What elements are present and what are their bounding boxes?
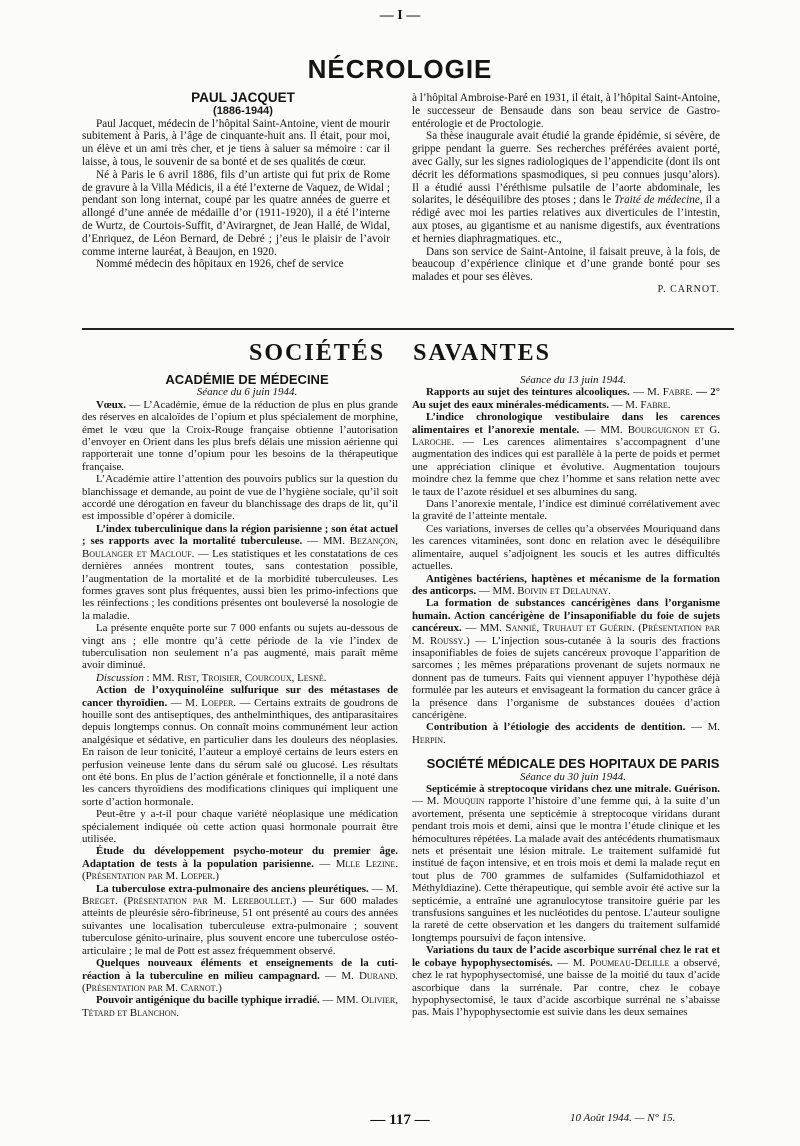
obituary-paragraph: Né à Paris le 6 avril 1886, fils d’un artiste qui fut prix de Rome de gravure à la Villa Médicis, il a été l’externe de Vaquez, de Widal ; pendant son long internat, coupé par les quatre années de guerre et allongé d’une année de médaille d’or (1911-1920), il a été l’interne de Wurtz, de Courtois-Suffit, d’Avirargnet, de Jean Hallé, de Widal, d’Enriquez, de Léon Bernard, de Debré ; j’eus le plaisir de l’avoir comme interne lauréat, à Beaujon, en 1920. <box>82 168 390 258</box>
report-title: — 2° Au sujet des eaux minérales-médicaments. <box>412 386 720 411</box>
report-title: Septicémie à streptocoque viridans chez une mitrale. Guérison. <box>426 783 720 795</box>
page-marker: — I — <box>379 8 421 23</box>
report-authors: — M. Loeper. <box>167 696 237 709</box>
report-text: a observé, chez le rat hypophysectomisé, une baisse de la moitié du taux d’acide ascorbique dans la surrénale. Par contre, chez le cobaye hypophysectomisé, le taux d’acide ascorbique surrénal ne s’abaisse pas. Mais l’hypophysectomie est suivie dans les deux semaines <box>412 956 720 1019</box>
necrologie-left-column <box>82 92 390 271</box>
necrologie-right-column <box>412 92 720 297</box>
report-text: — Sur 600 malades atteints de pleurésie séro-fibrineuse, 51 ont présenté au cours des années suivantes une localisation tuberculeuse extra-pulmonaire ; souvent tuberculose génito-urinaire, plus souvent encore une tuberculose ostéo-articulaire ; le mal de Pott est assez fréquemment observé. <box>82 895 398 957</box>
report-title: L’indice chronologique vestibulaire dans les carences alimentaires et l’anorexie mentale. <box>412 411 720 436</box>
report-text: — L’Académie, émue de la réduction de plus en plus grande des réserves en alcaloïdes de l’opium et plus spécialement de morphine, émet le vœu que la Croix-Rouge française obtienne l’autorisation d’envoyer en Orient dans les plus brefs délais une mission aérienne qui rapporterait une tonne d’opium pour les besoins de la thérapeutique française. <box>82 398 398 473</box>
report-authors: — M. Herpin. <box>412 721 720 746</box>
report-paragraph <box>82 994 398 1019</box>
academie-column <box>82 374 398 1019</box>
report-title: Variations du taux de l’acide ascorbique surrénal chez le rat et le cobaye hypophysectomisés. <box>412 944 720 969</box>
obituary-paragraph: Dans son service de Saint-Antoine, il faisait preuve, à la fois, de beaucoup d’expérience clinique et d’une grande bonté pour ses malades et pour ses élèves. <box>412 245 720 284</box>
report-title: Action de l’oxyquinoléine sulfurique sur des métastases de cancer thyroïdien. <box>82 684 398 709</box>
necrologie-title: NÉCROLOGIE <box>307 54 493 84</box>
report-paragraph <box>82 684 398 808</box>
report-text: — L’injection sous-cutanée à la souris des fractions insaponifiables de foies de sujets cancéreux provoque l’apparition de sarcomes ; les mêmes préparations provenant de sujets normaux ne donnent pas de tumeurs. Faits qui viennent appuyer l’hypothèse déjà formulée par les auteurs et envisageant la formation du cancer grâce à la présence dans l’organisme de substances douées d’action cancérigène. <box>412 634 720 721</box>
seance-date: Séance du 30 juin 1944. <box>519 770 626 783</box>
report-text: — Les carences alimentaires s’accompagnent d’une augmentation des indices qui est parallèle à la perte de poids et permet une appréciation clinique et évolutive. Augmentation toujours moindre chez la femme que chez l’homme et sans relation nette avec le taux de l’azote résiduel et ses albumines du sang. <box>412 436 720 498</box>
report-title: Étude du développement psycho-moteur du premier âge. Adaptation de tests à la population parisienne. <box>82 845 398 870</box>
discussion-label: Discussion <box>96 671 144 684</box>
obituary-text: Sa thèse inaugurale avait étudié la grande épidémie, si sévère, de grippe pendant la guerre. Ses recherches préférées avaient porté, avec Gally, sur les signes radiologiques de l’appendicite (dont ils ont décrit les déformations spasmodiques, si peu connues jusqu’alors). Il a étudié aussi l’éréthisme pulsatile de l’aorte abdominale, les solarites, le déséquilibre des ptoses ; dans le <box>412 130 720 207</box>
report-paragraph <box>82 957 398 994</box>
section-divider <box>82 328 734 330</box>
report-authors: — MM. Boivin et Delaunay. <box>476 584 611 597</box>
seance-date: Séance du 6 juin 1944. <box>196 386 298 399</box>
report-authors: — MM. Sannié, Truhaut et Guérin. (Présentation par M. Roussy.) <box>412 622 720 647</box>
report-text: — Certains extraits de goudrons de houille sont des antiseptiques, des anthelminthiques, des antiparasitaires depuis longtemps connus. On connaît moins communément leur action analgésique et sédative, en particulier dans les douleurs des néoplasies. En raison de leur tonicité, l’auteur a employé certains de leurs esters en perfusion veineuse lente dans du sérum salé ou glucosé. Les résultats ont été bons. En plus de l’action générale et fonctionnelle, il a noté dans les cancers thyroïdiens des modifications cliniques qui impliquent une sorte d’action hormonale. <box>82 696 399 808</box>
page-number: — 117 — <box>370 1112 430 1128</box>
obituary-paragraph: Paul Jacquet, médecin de l’hôpital Saint-Antoine, vient de mourir subitement à Paris, à l’âge de cinquante-huit ans. Il était, pour moi, un élève et un ami très cher, et je tiens à saluer sa mémoire : car il laisse, à tous, le souvenir de sa bonté et de ses qualités de cœur. <box>82 117 390 168</box>
report-paragraph: L’Académie attire l’attention des pouvoirs publics sur la question du blanchissage et demande, au point de vue de l’hygiène sociale, qu’il soit accordé une dérogation en faveur du blanchissage des draps de lit, qu’il est impossible d’opérer à domicile. <box>82 473 398 523</box>
report-text: rapporte l’histoire d’une femme qui, à la suite d’un avortement, présenta une septicémie à streptocoque viridans durant pendant trois mois et demi, ainsi que le montra l’étude clinique et les hémocultures répétées. La malade avait des antécédents rhumatismaux nets et présentait une lésion mitrale. Le traitement sulfamidé fut institué de façon intensive, et en trois mois et demi la malade reçut en tout plus de 700 grammes de sulfamides (Sulfamidothiazol et Méthyldiazine). Cette thérapeutique, qui semble avoir été active sur la septicémie, a entraîné une agranulocytose transitoire guérie par les transfusions sanguines et les nucléotides du pentose. L’auteur souligne la rareté de cette observation et les dangers du traitement sulfamidé longtemps poursuivi de façon intensive. <box>412 795 720 944</box>
obituary-paragraph: à l’hôpital Ambroise-Paré en 1931, il était, à l’hôpital Saint-Antoine, le successeur de Bensaude dans son beau service de Gastro-entérologie et de Proctologie. <box>412 92 720 130</box>
report-paragraph <box>412 411 720 498</box>
report-paragraph <box>412 783 720 944</box>
report-paragraph <box>412 721 720 746</box>
report-title: Rapports au sujet des teintures alcooliques. <box>426 386 630 399</box>
report-title: La formation de substances cancérigènes dans l’organisme humain. Action cancérigène de l’insaponifiable du foie de sujets cancéreux. <box>412 597 720 635</box>
report-authors: — MM. Olivier, Tétard et Blanchon. <box>82 994 398 1019</box>
traite-title: Traité de médecine <box>614 194 700 207</box>
report-authors: — M. Mouquin <box>412 795 485 808</box>
report-title: L’index tuberculinique dans la région parisienne ; son état actuel ; ses rapports avec la mortalité tuberculeuse. <box>82 522 398 548</box>
signature: P. CARNOT. <box>657 283 720 295</box>
report-paragraph: La présente enquête porte sur 7 000 enfants ou sujets au-dessous de vingt ans ; elle montre qu’à cette période de la vie l’index de tuberculisation non seulement n’a pas augmenté, mais paraît même avoir diminué. <box>82 622 398 672</box>
report-authors: — Mlle Lezine. (Présentation par M. Loeper.) <box>82 857 398 883</box>
report-paragraph: Dans l’anorexie mentale, l’indice est diminué corrélativement avec la gravité de l’atteinte mentale. <box>412 498 720 523</box>
report-authors: — MM. Bezançon, Boulanger et Maclouf. <box>82 535 398 560</box>
obituary-text: , il a rédigé avec moi les parties relatives aux diverticules de l’intestin, aux ptoses, au gigantisme et au nanisme digestifs, aux éventrations et hernies diaphragmatiques. etc., <box>412 194 721 245</box>
title-word: SOCIÉTÉS <box>249 340 386 366</box>
obituary-paragraph: Nommé médecin des hôpitaux en 1926, chef de service <box>96 258 344 271</box>
report-title: Vœux. <box>96 398 126 411</box>
obituary-dates: (1886-1944) <box>213 104 273 117</box>
report-title: Pouvoir antigénique du bacille typhique irradié. <box>96 994 320 1007</box>
report-paragraph <box>412 597 720 721</box>
report-paragraph <box>412 944 720 1018</box>
report-authors: — M. Fabre. <box>629 386 693 399</box>
report-title: Antigènes bactériens, haptènes et mécanisme de la formation des anticorps. <box>412 572 720 597</box>
seance-date: Séance du 13 juin 1944. <box>519 374 626 386</box>
report-paragraph <box>82 523 398 622</box>
report-authors: — M. Breget. (Présentation par M. Lereboullet.) <box>82 882 398 908</box>
report-paragraph: Ces variations, inverses de celles qu’a observées Mouriquand dans les carences vitaminées, sont donc en relation avec le déséquilibre alimentaire, auquel s’adjoignent les soucis et les autres difficultés actuelles. <box>412 522 720 573</box>
title-word: SAVANTES <box>413 340 551 366</box>
section-heading: ACADÉMIE DE MÉDECINE <box>165 372 329 387</box>
report-paragraph <box>412 573 720 598</box>
societes-savantes-title <box>0 340 800 367</box>
report-title: Quelques nouveaux éléments et enseignements de la cuti-réaction à la tuberculine en milieu campagnard. <box>82 957 398 982</box>
report-paragraph <box>412 386 720 411</box>
section-heading: SOCIÉTÉ MÉDICALE DES HOPITAUX DE PARIS <box>426 756 720 772</box>
report-paragraph <box>82 845 398 882</box>
obituary-name: PAUL JACQUET <box>191 90 295 105</box>
report-paragraph: Peut-être y a-t-il pour chaque variété néoplasique une médication spécialement indiquée où cette action quasi hormonale pourrait être utilisée. <box>82 808 398 846</box>
report-authors: — M. Durand. (Présentation par M. Carnot.) <box>82 969 399 994</box>
report-paragraph <box>82 883 398 957</box>
report-paragraph <box>82 399 398 473</box>
report-authors: : MM. Rist, Troisier, Courcoux, Lesné. <box>143 671 327 684</box>
report-title: Contribution à l’étiologie des accidents de dentition. <box>426 721 686 734</box>
issue-date: 10 Août 1944. — N° 15. <box>570 1112 676 1124</box>
report-authors: — M. Poumeau-Delille <box>552 956 670 969</box>
report-text: — Les statistiques et les constatations de ces dernières années montrent toutes, sans contestation possible, l’augmentation de la mortalité et de la morbidité tuberculeuses. Les formes graves sont plus fréquentes, aussi bien les primo-infections que les réinfections ; les conditions présentes ont bouleversé la nosologie de la maladie. <box>82 547 398 622</box>
report-title: La tuberculose extra-pulmonaire des anciens pleurétiques. <box>96 882 369 895</box>
report-authors: — M. Fabre. <box>608 398 671 411</box>
report-paragraph <box>82 672 398 684</box>
obituary-paragraph <box>412 130 720 245</box>
report-authors: — MM. Bourguignon et G. Laroche. <box>412 423 720 449</box>
right-societes-column <box>412 374 720 1019</box>
